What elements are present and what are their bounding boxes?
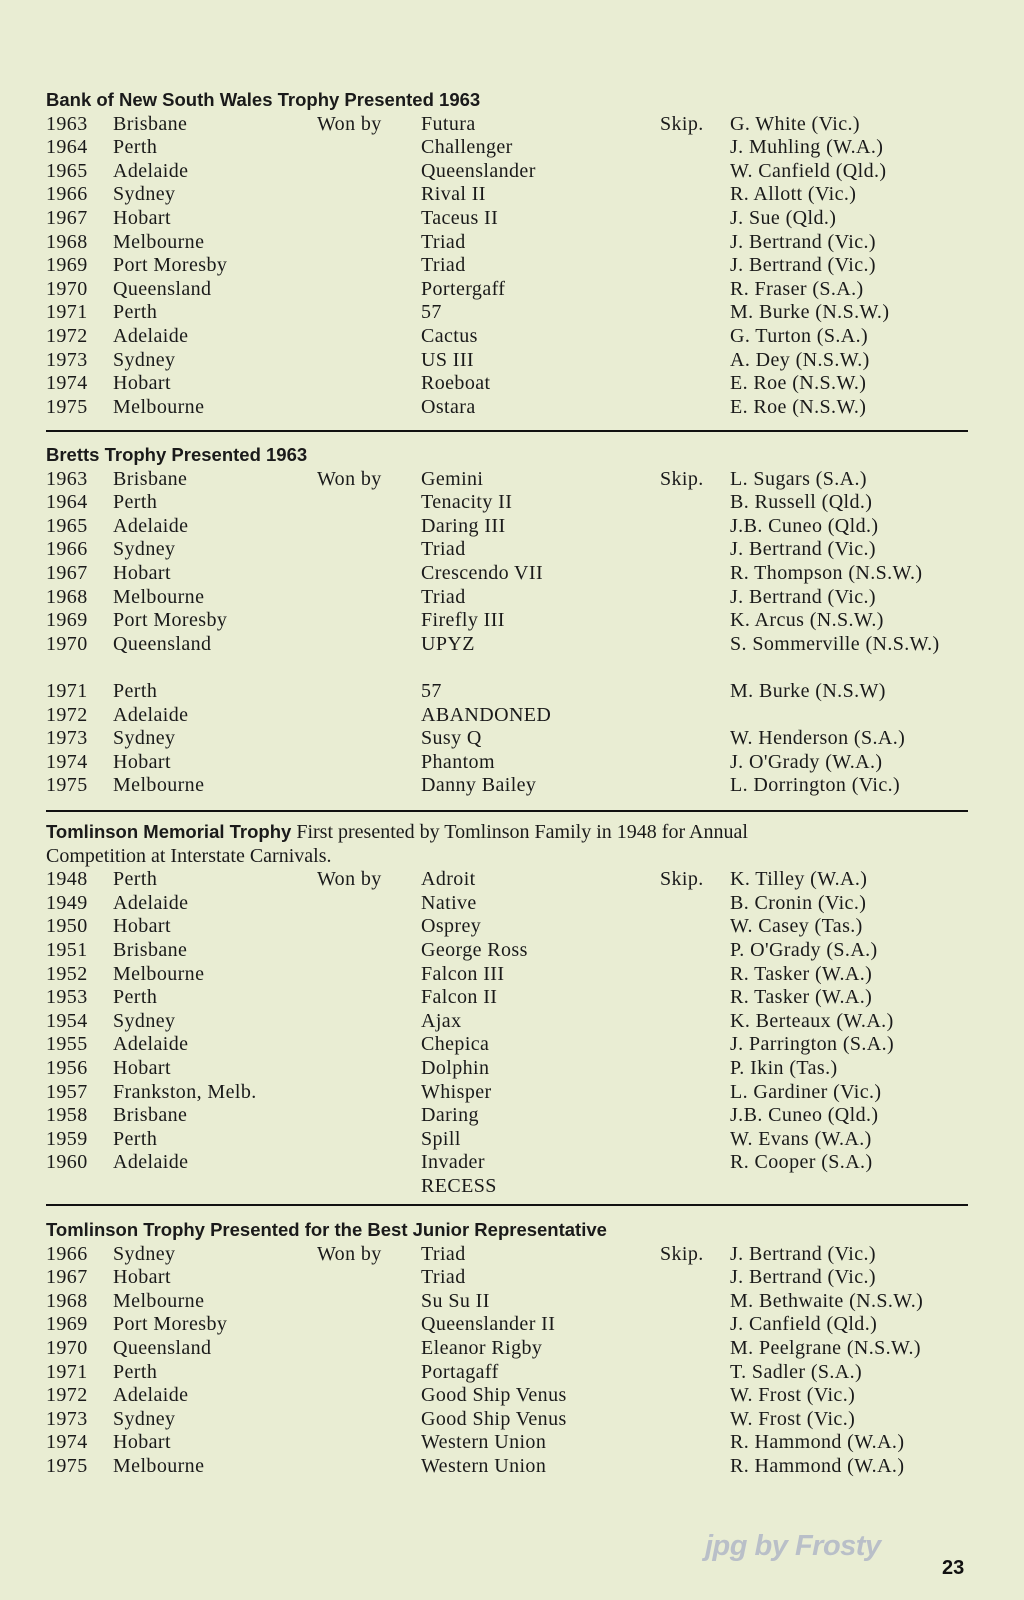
result-row (46, 183, 966, 207)
venue-cell: Port Moresby (113, 254, 228, 277)
boat-name-cell: Queenslander (421, 159, 536, 182)
result-row (46, 562, 966, 586)
skipper-cell: E. Roe (N.S.W.) (730, 372, 867, 395)
boat-name-cell: ABANDONED (421, 703, 552, 726)
section-heading (46, 820, 966, 845)
skipper-cell: K. Berteaux (W.A.) (730, 1009, 894, 1032)
year-cell: 1967 (46, 1266, 88, 1289)
venue-cell: Melbourne (113, 962, 205, 985)
venue-cell: Hobart (113, 1266, 171, 1289)
venue-cell: Perth (113, 679, 158, 702)
result-row (46, 586, 966, 610)
boat-name-cell: Triad (421, 230, 466, 253)
venue-cell: Adelaide (113, 514, 189, 537)
result-row (46, 1384, 966, 1408)
skip-label: Skip. (660, 868, 704, 891)
result-row (46, 515, 966, 539)
boat-name-cell: Native (421, 891, 477, 914)
boat-name-cell: Daring III (421, 514, 506, 537)
skipper-cell: W. Frost (Vic.) (730, 1407, 856, 1430)
skipper-cell: M. Burke (N.S.W.) (730, 301, 890, 324)
venue-cell: Perth (113, 491, 158, 514)
won-by-label: Won by (317, 868, 382, 891)
venue-cell: Adelaide (113, 703, 189, 726)
skipper-cell: L. Sugars (S.A.) (730, 467, 867, 490)
boat-name-cell: Adroit (421, 868, 476, 891)
boat-name-cell: 57 (421, 679, 442, 702)
skipper-cell: J. Bertrand (Vic.) (730, 1266, 876, 1289)
result-row (46, 609, 966, 633)
result-row (46, 136, 966, 160)
skipper-cell: J. Bertrand (Vic.) (730, 254, 876, 277)
boat-name-cell: Rival II (421, 183, 486, 206)
year-cell: 1950 (46, 915, 88, 938)
skipper-cell: J. Parrington (S.A.) (730, 1033, 895, 1056)
result-row (46, 468, 966, 492)
result-row (46, 704, 966, 728)
year-cell: 1960 (46, 1151, 88, 1174)
boat-name-cell: Triad (421, 538, 466, 561)
boat-name-cell: Osprey (421, 915, 482, 938)
result-row (46, 1313, 966, 1337)
venue-cell: Queensland (113, 277, 212, 300)
venue-cell: Hobart (113, 206, 171, 229)
skipper-cell: B. Russell (Qld.) (730, 491, 873, 514)
venue-cell: Adelaide (113, 891, 189, 914)
year-cell: 1963 (46, 467, 88, 490)
section-tomlinson-junior-trophy (46, 1218, 966, 1479)
venue-cell: Melbourne (113, 395, 205, 418)
boat-name-cell: Triad (421, 254, 466, 277)
skipper-cell: S. Sommerville (N.S.W.) (730, 632, 940, 655)
result-row (46, 633, 966, 680)
result-row (46, 301, 966, 325)
boat-name-cell: Challenger (421, 136, 513, 159)
venue-cell: Frankston, Melb. (113, 1080, 257, 1103)
skipper-cell: J.B. Cuneo (Qld.) (730, 1104, 879, 1127)
venue-cell: Port Moresby (113, 1313, 228, 1336)
result-row (46, 1175, 966, 1199)
won-by-label: Won by (317, 112, 382, 135)
skipper-cell: E. Roe (N.S.W.) (730, 395, 867, 418)
result-row (46, 1408, 966, 1432)
section-title: Tomlinson Trophy Presented for the Best Junior Representative (46, 1219, 607, 1240)
year-cell: 1975 (46, 395, 88, 418)
venue-cell: Perth (113, 301, 158, 324)
skipper-cell: L. Dorrington (Vic.) (730, 774, 901, 797)
venue-cell: Hobart (113, 915, 171, 938)
result-row (46, 113, 966, 137)
boat-name-cell: Gemini (421, 467, 484, 490)
result-row (46, 892, 966, 916)
skipper-cell: R. Hammond (W.A.) (730, 1431, 905, 1454)
skipper-cell: W. Frost (Vic.) (730, 1384, 856, 1407)
venue-cell: Hobart (113, 750, 171, 773)
skipper-cell: J. Bertrand (Vic.) (730, 538, 876, 561)
section-divider (46, 430, 968, 432)
year-cell: 1949 (46, 891, 88, 914)
venue-cell: Sydney (113, 1009, 176, 1032)
boat-name-cell: Western Union (421, 1431, 547, 1454)
skipper-cell: R. Fraser (S.A.) (730, 277, 864, 300)
result-row (46, 751, 966, 775)
year-cell: 1956 (46, 1056, 88, 1079)
boat-name-cell: Dolphin (421, 1056, 490, 1079)
venue-cell: Brisbane (113, 112, 188, 135)
year-cell: 1964 (46, 136, 88, 159)
boat-name-cell: Invader (421, 1151, 485, 1174)
skipper-cell: P. O'Grady (S.A.) (730, 938, 878, 961)
year-cell: 1971 (46, 679, 88, 702)
section-divider (46, 1204, 968, 1206)
section-heading (46, 443, 966, 468)
venue-cell: Queensland (113, 632, 212, 655)
year-cell: 1968 (46, 1289, 88, 1312)
section-heading (46, 88, 966, 113)
section-heading (46, 1218, 966, 1243)
boat-name-cell: Firefly III (421, 609, 505, 632)
year-cell: 1974 (46, 750, 88, 773)
year-cell: 1971 (46, 1360, 88, 1383)
result-row (46, 207, 966, 231)
boat-name-cell: Good Ship Venus (421, 1407, 567, 1430)
venue-cell: Sydney (113, 183, 176, 206)
skipper-cell: J.B. Cuneo (Qld.) (730, 514, 879, 537)
boat-name-cell: Eleanor Rigby (421, 1336, 543, 1359)
year-cell: 1955 (46, 1033, 88, 1056)
skipper-cell: J. Bertrand (Vic.) (730, 1242, 876, 1265)
boat-name-cell: Susy Q (421, 727, 482, 750)
skipper-cell: K. Arcus (N.S.W.) (730, 609, 884, 632)
section-bretts-trophy (46, 443, 966, 798)
skipper-cell: M. Burke (N.S.W) (730, 679, 886, 702)
result-row (46, 727, 966, 751)
boat-name-cell: Good Ship Venus (421, 1384, 567, 1407)
year-cell: 1969 (46, 1313, 88, 1336)
venue-cell: Melbourne (113, 585, 205, 608)
result-row (46, 915, 966, 939)
result-row (46, 1010, 966, 1034)
skipper-cell: G. White (Vic.) (730, 112, 860, 135)
skip-label: Skip. (660, 467, 704, 490)
venue-cell: Perth (113, 136, 158, 159)
skipper-cell: T. Sadler (S.A.) (730, 1360, 863, 1383)
year-cell: 1973 (46, 1407, 88, 1430)
year-cell: 1953 (46, 986, 88, 1009)
boat-name-cell: Spill (421, 1127, 461, 1150)
year-cell: 1954 (46, 1009, 88, 1032)
skipper-cell: W. Casey (Tas.) (730, 915, 863, 938)
boat-name-cell: Roeboat (421, 372, 491, 395)
year-cell: 1964 (46, 491, 88, 514)
section-description-line2: Competition at Interstate Carnivals. (46, 844, 332, 867)
venue-cell: Melbourne (113, 230, 205, 253)
year-cell: 1968 (46, 585, 88, 608)
skipper-cell: M. Peelgrane (N.S.W.) (730, 1336, 921, 1359)
skipper-cell: J. O'Grady (W.A.) (730, 750, 883, 773)
year-cell: 1948 (46, 868, 88, 891)
boat-name-cell: Danny Bailey (421, 774, 537, 797)
scan-credit-watermark: jpg by Frosty (705, 1530, 881, 1562)
result-row (46, 1290, 966, 1314)
year-cell: 1970 (46, 1336, 88, 1359)
section-tomlinson-memorial-trophy (46, 820, 966, 1199)
result-row (46, 1104, 966, 1128)
skipper-cell: P. Ikin (Tas.) (730, 1056, 838, 1079)
boat-name-cell: RECESS (421, 1174, 497, 1197)
year-cell: 1968 (46, 230, 88, 253)
boat-name-cell: UPYZ (421, 632, 475, 655)
venue-cell: Sydney (113, 1242, 176, 1265)
boat-name-cell: Chepica (421, 1033, 490, 1056)
boat-name-cell: Cactus (421, 324, 478, 347)
year-cell: 1969 (46, 609, 88, 632)
year-cell: 1974 (46, 372, 88, 395)
result-row (46, 160, 966, 184)
boat-name-cell: Su Su II (421, 1289, 490, 1312)
year-cell: 1972 (46, 324, 88, 347)
venue-cell: Perth (113, 1360, 158, 1383)
boat-name-cell: Ostara (421, 395, 476, 418)
year-cell: 1972 (46, 1384, 88, 1407)
boat-name-cell: US III (421, 348, 474, 371)
year-cell: 1952 (46, 962, 88, 985)
skipper-cell: J. Canfield (Qld.) (730, 1313, 878, 1336)
result-row (46, 774, 966, 798)
boat-name-cell: Crescendo VII (421, 561, 544, 584)
boat-name-cell: Daring (421, 1104, 479, 1127)
result-row (46, 1266, 966, 1290)
venue-cell: Perth (113, 1127, 158, 1150)
section-title: Bretts Trophy Presented 1963 (46, 444, 308, 465)
result-row (46, 1128, 966, 1152)
boat-name-cell: Falcon II (421, 986, 498, 1009)
boat-name-cell: Ajax (421, 1009, 462, 1032)
won-by-label: Won by (317, 467, 382, 490)
year-cell: 1966 (46, 538, 88, 561)
result-row (46, 1243, 966, 1267)
skipper-cell: R. Allott (Vic.) (730, 183, 857, 206)
result-row (46, 231, 966, 255)
venue-cell: Queensland (113, 1336, 212, 1359)
year-cell: 1958 (46, 1104, 88, 1127)
venue-cell: Melbourne (113, 1454, 205, 1477)
result-row (46, 1151, 966, 1175)
venue-cell: Sydney (113, 727, 176, 750)
year-cell: 1966 (46, 183, 88, 206)
venue-cell: Adelaide (113, 159, 189, 182)
result-row (46, 372, 966, 396)
venue-cell: Adelaide (113, 1384, 189, 1407)
result-row (46, 1431, 966, 1455)
result-row (46, 538, 966, 562)
skipper-cell: W. Canfield (Qld.) (730, 159, 887, 182)
venue-cell: Adelaide (113, 324, 189, 347)
skipper-cell: R. Tasker (W.A.) (730, 962, 873, 985)
year-cell: 1967 (46, 561, 88, 584)
result-row (46, 1361, 966, 1385)
year-cell: 1966 (46, 1242, 88, 1265)
skipper-cell: J. Bertrand (Vic.) (730, 230, 876, 253)
year-cell: 1959 (46, 1127, 88, 1150)
skipper-cell: A. Dey (N.S.W.) (730, 348, 870, 371)
venue-cell: Melbourne (113, 1289, 205, 1312)
section-bank-nsw-trophy (46, 88, 966, 419)
year-cell: 1951 (46, 938, 88, 961)
boat-name-cell: Triad (421, 1266, 466, 1289)
year-cell: 1967 (46, 206, 88, 229)
year-cell: 1974 (46, 1431, 88, 1454)
venue-cell: Sydney (113, 538, 176, 561)
venue-cell: Hobart (113, 372, 171, 395)
skipper-cell: K. Tilley (W.A.) (730, 868, 868, 891)
skipper-cell: B. Cronin (Vic.) (730, 891, 867, 914)
result-row (46, 1337, 966, 1361)
skipper-cell: R. Thompson (N.S.W.) (730, 561, 923, 584)
boat-name-cell: Queenslander II (421, 1313, 556, 1336)
venue-cell: Brisbane (113, 1104, 188, 1127)
year-cell: 1975 (46, 1454, 88, 1477)
skip-label: Skip. (660, 1242, 704, 1265)
skipper-cell: G. Turton (S.A.) (730, 324, 869, 347)
venue-cell: Perth (113, 986, 158, 1009)
result-row (46, 396, 966, 420)
venue-cell: Sydney (113, 348, 176, 371)
skipper-cell: M. Bethwaite (N.S.W.) (730, 1289, 924, 1312)
skipper-cell: L. Gardiner (Vic.) (730, 1080, 882, 1103)
venue-cell: Hobart (113, 1056, 171, 1079)
result-row (46, 868, 966, 892)
result-row (46, 1033, 966, 1057)
year-cell: 1963 (46, 112, 88, 135)
year-cell: 1965 (46, 159, 88, 182)
boat-name-cell: Whisper (421, 1080, 492, 1103)
result-row (46, 278, 966, 302)
skipper-cell: J. Bertrand (Vic.) (730, 585, 876, 608)
won-by-label: Won by (317, 1242, 382, 1265)
skipper-cell: J. Sue (Qld.) (730, 206, 837, 229)
year-cell: 1970 (46, 632, 88, 655)
year-cell: 1970 (46, 277, 88, 300)
year-cell: 1969 (46, 254, 88, 277)
result-row (46, 325, 966, 349)
venue-cell: Brisbane (113, 938, 188, 961)
skipper-cell: J. Muhling (W.A.) (730, 136, 884, 159)
venue-cell: Adelaide (113, 1033, 189, 1056)
boat-name-cell: Western Union (421, 1454, 547, 1477)
venue-cell: Melbourne (113, 774, 205, 797)
skip-label: Skip. (660, 112, 704, 135)
skipper-cell: R. Tasker (W.A.) (730, 986, 873, 1009)
result-row (46, 939, 966, 963)
year-cell: 1957 (46, 1080, 88, 1103)
result-row (46, 680, 966, 704)
venue-cell: Brisbane (113, 467, 188, 490)
venue-cell: Hobart (113, 1431, 171, 1454)
boat-name-cell: Tenacity II (421, 491, 513, 514)
section-title: Bank of New South Wales Trophy Presented 1963 (46, 89, 481, 110)
year-cell: 1973 (46, 348, 88, 371)
skipper-cell: R. Cooper (S.A.) (730, 1151, 873, 1174)
boat-name-cell: 57 (421, 301, 442, 324)
venue-cell: Sydney (113, 1407, 176, 1430)
result-row (46, 1455, 966, 1479)
result-row (46, 491, 966, 515)
boat-name-cell: Taceus II (421, 206, 499, 229)
boat-name-cell: Futura (421, 112, 476, 135)
skipper-cell: W. Henderson (S.A.) (730, 727, 906, 750)
result-row (46, 254, 966, 278)
section-title: Tomlinson Memorial Trophy (46, 821, 292, 842)
year-cell: 1973 (46, 727, 88, 750)
year-cell: 1975 (46, 774, 88, 797)
result-row (46, 1081, 966, 1105)
boat-name-cell: Triad (421, 1242, 466, 1265)
skipper-cell: W. Evans (W.A.) (730, 1127, 872, 1150)
year-cell: 1965 (46, 514, 88, 537)
result-row (46, 1057, 966, 1081)
section-description: First presented by Tomlinson Family in 1948 for Annual (296, 821, 748, 843)
venue-cell: Port Moresby (113, 609, 228, 632)
venue-cell: Adelaide (113, 1151, 189, 1174)
boat-name-cell: Portagaff (421, 1360, 499, 1383)
year-cell: 1972 (46, 703, 88, 726)
result-row (46, 963, 966, 987)
skipper-cell: R. Hammond (W.A.) (730, 1454, 905, 1477)
boat-name-cell: Falcon III (421, 962, 505, 985)
boat-name-cell: Phantom (421, 750, 495, 773)
venue-cell: Hobart (113, 561, 171, 584)
result-row (46, 986, 966, 1010)
page-number: 23 (942, 1557, 965, 1579)
boat-name-cell: Portergaff (421, 277, 506, 300)
venue-cell: Perth (113, 868, 158, 891)
section-divider (46, 810, 968, 812)
boat-name-cell: Triad (421, 585, 466, 608)
year-cell: 1971 (46, 301, 88, 324)
result-row (46, 349, 966, 373)
boat-name-cell: George Ross (421, 938, 528, 961)
